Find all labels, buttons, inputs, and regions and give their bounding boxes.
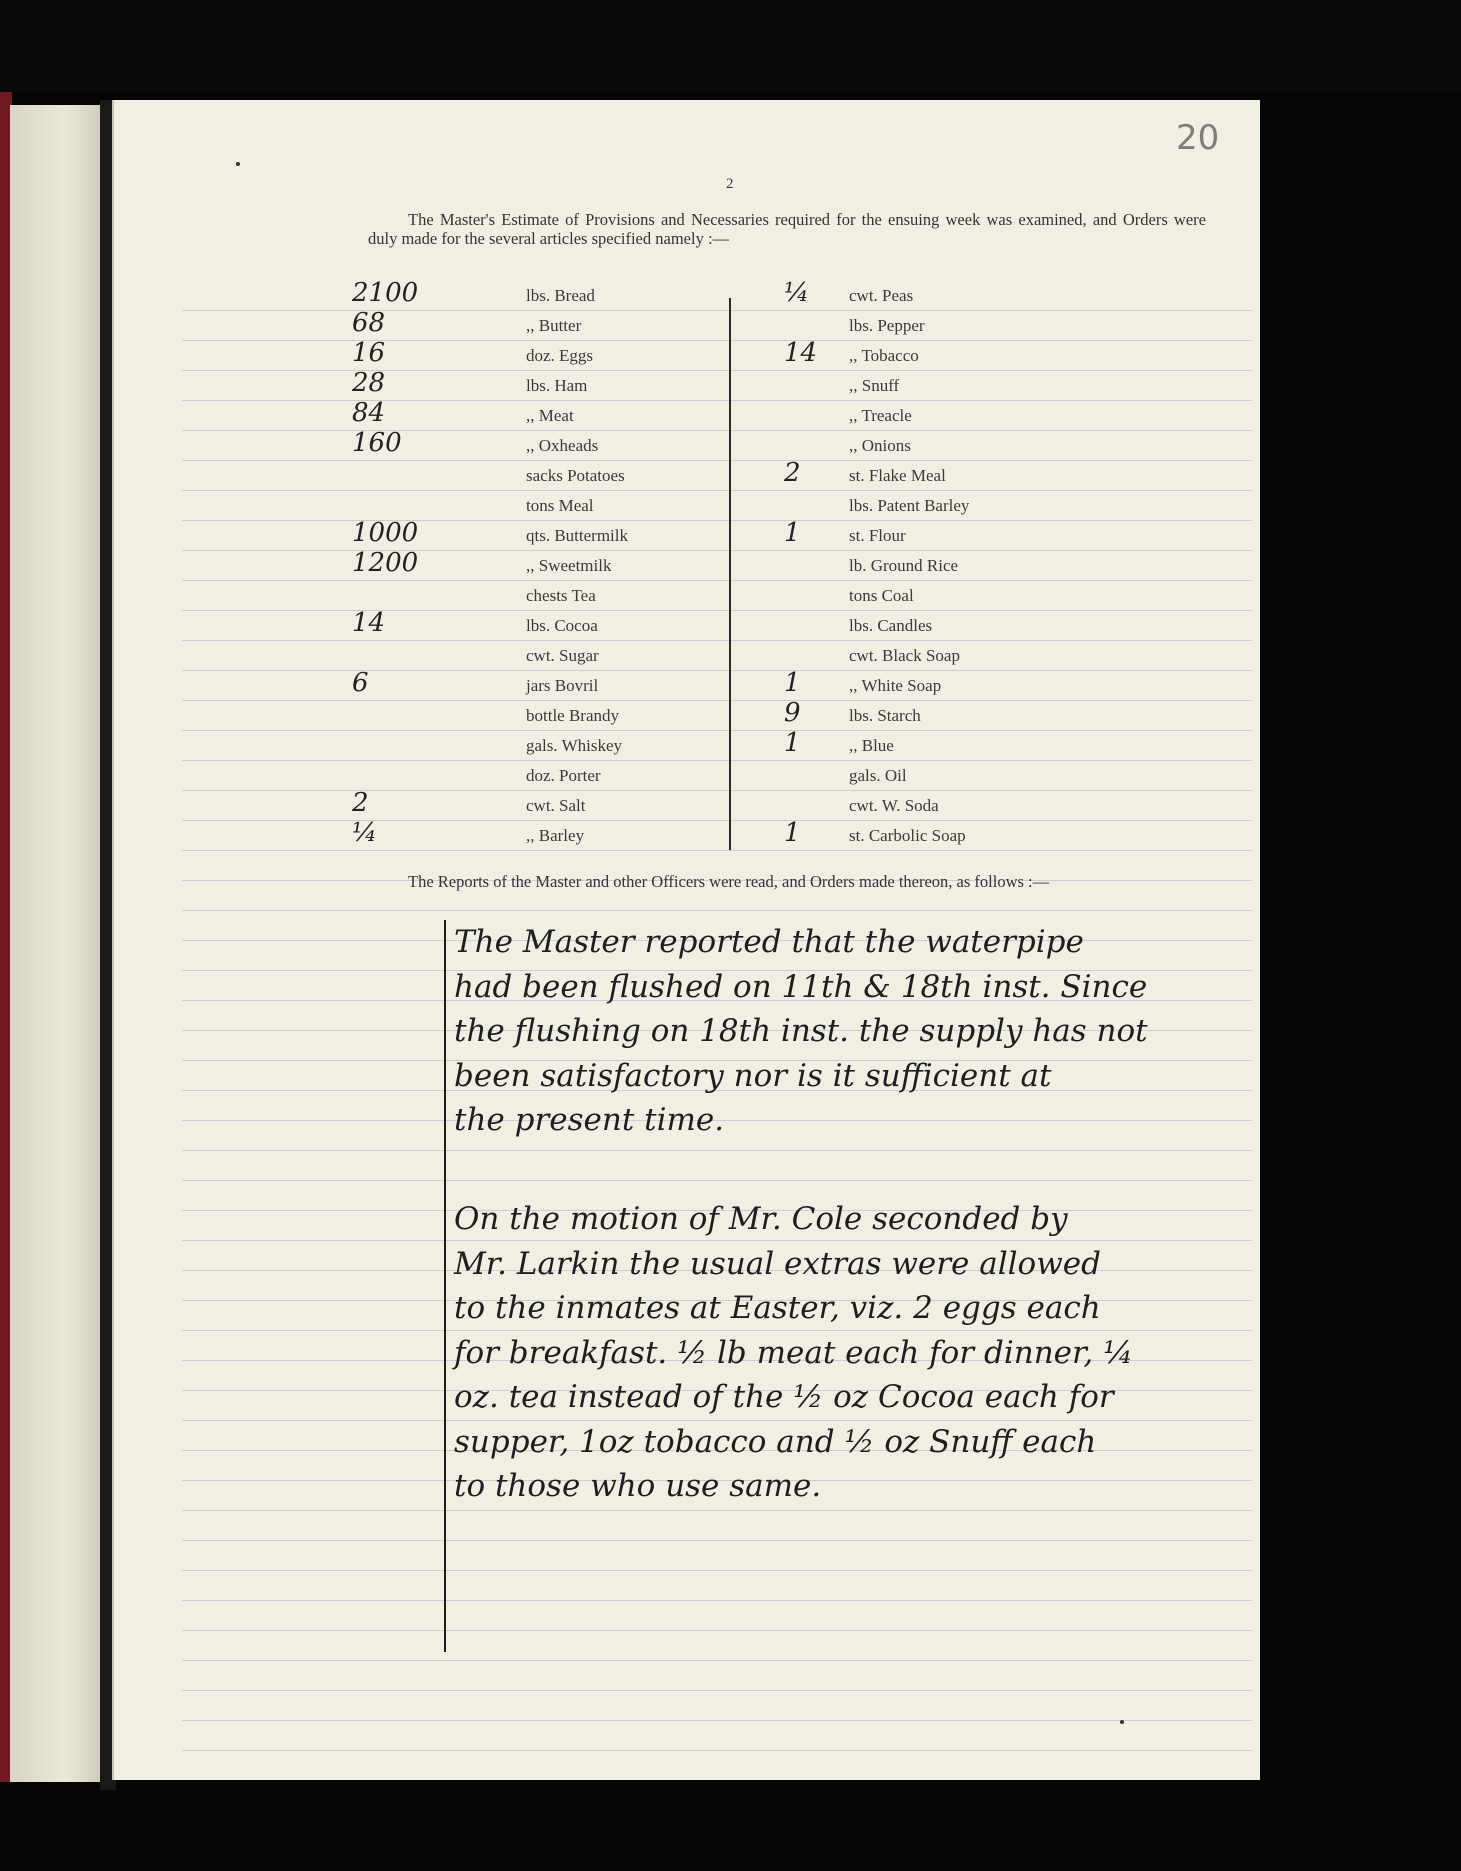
ruled-line xyxy=(182,1150,1252,1151)
ruled-line xyxy=(182,610,1252,611)
provision-item-label: st. Flake Meal xyxy=(849,466,946,485)
ruled-line xyxy=(182,580,1252,581)
quantity-handwritten: 160 xyxy=(352,428,402,458)
ruled-line xyxy=(182,700,1252,701)
provision-item-label: lbs. Ham xyxy=(526,376,588,395)
provision-item-label: st. Flour xyxy=(849,526,906,545)
ruled-line xyxy=(182,460,1252,461)
handwritten-line: The Master reported that the waterpipe xyxy=(454,924,1084,960)
provision-item-label: ,, Snuff xyxy=(849,376,900,395)
provision-item-label: lbs. Bread xyxy=(526,286,595,305)
quantity-handwritten: ¼ xyxy=(784,278,810,308)
quantity-handwritten: 9 xyxy=(784,698,801,728)
ink-spot xyxy=(1120,1720,1124,1724)
page-number: 20 xyxy=(1176,118,1220,158)
handwritten-line: the present time. xyxy=(454,1102,725,1138)
provision-item-label: jars Bovril xyxy=(526,676,599,695)
handwritten-line: oz. tea instead of the ½ oz Cocoa each for xyxy=(454,1379,1114,1415)
provision-item-label: gals. Oil xyxy=(849,766,907,785)
provision-item-label: sacks Potatoes xyxy=(526,466,625,485)
provision-item-label: ,, Barley xyxy=(526,826,585,845)
estimate-intro-text: The Master's Estimate of Provisions and Necessaries required for the ensuing week was examined, and Orders were duly made for the several articles specified namely :— xyxy=(368,210,1206,248)
ruled-line xyxy=(182,640,1252,641)
provision-item-label: lbs. Cocoa xyxy=(526,616,598,635)
ruled-line xyxy=(182,1600,1252,1601)
quantity-handwritten: 1 xyxy=(784,518,801,548)
ruled-line xyxy=(182,430,1252,431)
provision-item-label: tons Meal xyxy=(526,496,594,515)
minutes-margin-line xyxy=(444,920,446,1652)
ruled-line xyxy=(182,1750,1252,1751)
ruled-line xyxy=(182,1570,1252,1571)
quantity-handwritten: 84 xyxy=(352,398,386,428)
handwritten-line: been satisfactory nor is it sufficient at xyxy=(454,1057,1052,1094)
provision-item-label: cwt. Black Soap xyxy=(849,646,960,665)
provision-item-label: lbs. Patent Barley xyxy=(849,496,970,515)
quantity-handwritten: 2100 xyxy=(352,278,419,308)
ruled-line xyxy=(182,910,1252,911)
quantity-handwritten: 2 xyxy=(352,788,369,818)
provision-item-label: ,, Tobacco xyxy=(849,346,919,365)
handwritten-line: On the motion of Mr. Cole seconded by xyxy=(454,1201,1068,1237)
quantity-handwritten: 68 xyxy=(352,308,386,338)
ruled-line xyxy=(182,370,1252,371)
provision-item-label: ,, Sweetmilk xyxy=(526,556,612,575)
ruled-line xyxy=(182,1660,1252,1661)
ruled-line xyxy=(182,850,1252,851)
ledger-page xyxy=(112,100,1260,1780)
provision-item-label: lbs. Candles xyxy=(849,616,933,635)
provision-item-label: ,, White Soap xyxy=(849,676,942,695)
provision-item-label: ,, Blue xyxy=(849,736,894,755)
provision-item-label: doz. Porter xyxy=(526,766,601,785)
ink-spot xyxy=(236,162,240,166)
quantity-handwritten: 1000 xyxy=(352,518,419,548)
ruled-line xyxy=(182,1540,1252,1541)
ruled-line xyxy=(182,670,1252,671)
quantity-handwritten: ¼ xyxy=(352,818,378,848)
ruled-line xyxy=(182,1180,1252,1181)
provision-item-label: ,, Treacle xyxy=(849,406,912,425)
quantity-handwritten: 16 xyxy=(352,338,386,368)
quantity-handwritten: 1 xyxy=(784,668,801,698)
ruled-line xyxy=(182,520,1252,521)
quantity-handwritten: 1 xyxy=(784,818,801,848)
ruled-line xyxy=(182,790,1252,791)
quantity-handwritten: 28 xyxy=(352,368,386,398)
ruled-line xyxy=(182,760,1252,761)
provision-item-label: qts. Buttermilk xyxy=(526,526,628,545)
column-divider xyxy=(729,298,731,850)
quantity-handwritten: 2 xyxy=(784,458,801,488)
provision-item-label: cwt. Sugar xyxy=(526,646,599,665)
provision-item-label: chests Tea xyxy=(526,586,596,605)
provision-item-label: ,, Oxheads xyxy=(526,436,599,455)
ruled-line xyxy=(182,400,1252,401)
reports-intro-text: The Reports of the Master and other Officers were read, and Orders made thereon, as follows :— xyxy=(408,872,1050,891)
quantity-handwritten: 6 xyxy=(352,668,369,698)
handwritten-line: for breakfast. ½ lb meat each for dinner, ¼ xyxy=(454,1334,1134,1371)
ruled-line xyxy=(182,310,1252,311)
quantity-handwritten: 14 xyxy=(352,608,386,638)
provision-item-label: ,, Onions xyxy=(849,436,911,455)
ruled-line xyxy=(182,340,1252,341)
ruled-line xyxy=(182,1720,1252,1721)
handwritten-line: the flushing on 18th inst. the supply has not xyxy=(454,1013,1148,1049)
provision-item-label: doz. Eggs xyxy=(526,346,594,365)
scan-top-border xyxy=(0,0,1461,92)
handwritten-line: supper, 1oz tobacco and ½ oz Snuff each xyxy=(454,1423,1097,1460)
ruled-line xyxy=(182,490,1252,491)
handwritten-line: to those who use same. xyxy=(454,1468,822,1504)
provision-item-label: ,, Butter xyxy=(526,316,582,335)
ruled-line xyxy=(182,1510,1252,1511)
handwritten-paragraph-2 xyxy=(454,1197,1133,1509)
provision-item-label: cwt. W. Soda xyxy=(849,796,939,815)
handwritten-line: had been flushed on 11th & 18th inst. Since xyxy=(454,968,1148,1005)
ruled-line xyxy=(182,730,1252,731)
sheet-number: 2 xyxy=(726,176,734,192)
provision-item-label: tons Coal xyxy=(849,586,914,605)
quantity-handwritten: 1 xyxy=(784,728,801,758)
provision-item-label: lb. Ground Rice xyxy=(849,556,959,575)
provision-item-label: bottle Brandy xyxy=(526,706,620,725)
quantity-handwritten: 1200 xyxy=(352,548,419,578)
handwritten-paragraph-1 xyxy=(454,920,1148,1143)
provision-item-label: gals. Whiskey xyxy=(526,736,623,755)
ruled-line xyxy=(182,1630,1252,1631)
ruled-line xyxy=(182,550,1252,551)
ruled-line xyxy=(182,820,1252,821)
quantity-handwritten: 14 xyxy=(784,338,818,368)
left-facing-page xyxy=(10,105,102,1782)
provision-item-label: ,, Meat xyxy=(526,406,574,425)
provision-item-label: cwt. Salt xyxy=(526,796,586,815)
handwritten-line: Mr. Larkin the usual extras were allowed xyxy=(454,1245,1101,1282)
provision-item-label: lbs. Pepper xyxy=(849,316,925,335)
handwritten-line: to the inmates at Easter, viz. 2 eggs each xyxy=(454,1290,1101,1326)
provision-item-label: st. Carbolic Soap xyxy=(849,826,966,845)
provision-item-label: cwt. Peas xyxy=(849,286,914,305)
provision-item-label: lbs. Starch xyxy=(849,706,921,725)
ruled-line xyxy=(182,1690,1252,1691)
